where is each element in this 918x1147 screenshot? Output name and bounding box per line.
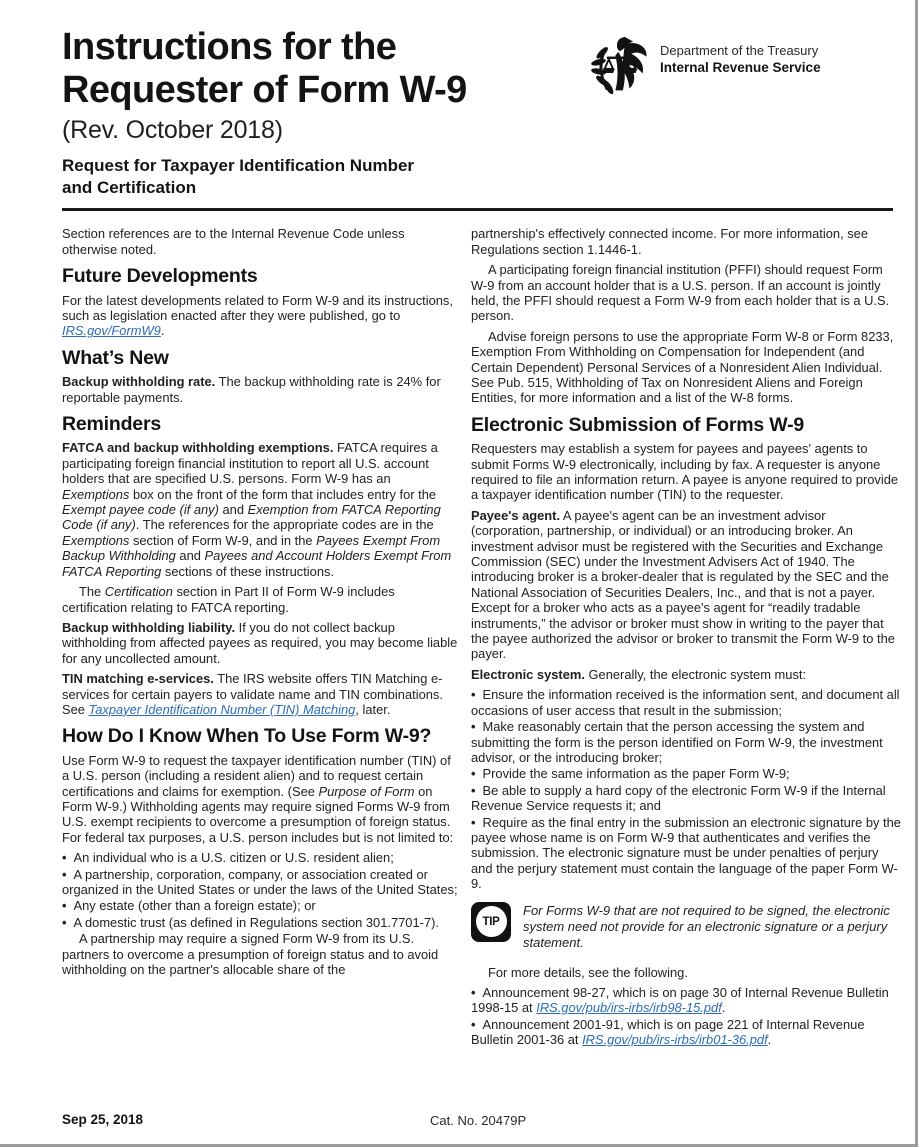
title-block [62, 26, 467, 199]
text-run: Section references are to the Internal Revenue Code unless otherwise noted. [62, 226, 405, 257]
text-run: The [79, 584, 105, 600]
page-title-line2: Requester of Form W-9 [62, 68, 467, 111]
list-item [471, 1017, 901, 1048]
text-run: Exempt payee code (if any) [62, 502, 219, 518]
agency-text [660, 43, 821, 75]
paragraph [62, 440, 458, 579]
agency-block [591, 34, 891, 96]
list-item [471, 815, 901, 892]
bullet-icon: • [471, 782, 476, 798]
inline-link[interactable]: IRS.gov/FormW9 [62, 323, 161, 339]
text-run: and [218, 502, 248, 518]
list-item [471, 985, 901, 1016]
list-item [471, 687, 901, 718]
paragraph [62, 226, 458, 257]
paragraph [471, 226, 901, 257]
right-column [471, 226, 901, 1048]
text-run: Announcement 98-27, which is on page 30 of Internal Revenue Bulletin 1998-15 at [471, 984, 889, 1016]
text-run: Announcement 2001-91, which is on page 221 of Internal Revenue Bulletin 2001-36 at [471, 1016, 865, 1048]
text-run: Provide the same information as the paper Form W-9; [482, 766, 790, 782]
paragraph [471, 667, 901, 682]
list-item [62, 915, 458, 930]
text-run: box on the front of the form that includes entry for the [129, 486, 437, 502]
text-run: Generally, the electronic system must: [584, 666, 807, 682]
paragraph [62, 374, 458, 405]
revision-date: (Rev. October 2018) [62, 116, 283, 145]
list-item [62, 867, 458, 898]
paragraph [471, 329, 901, 406]
text-run: Certification [104, 584, 173, 600]
section-heading: Reminders [62, 413, 161, 435]
form-subtitle-line1: Request for Taxpayer Identification Number [62, 156, 415, 176]
bullet-icon: • [62, 850, 67, 866]
section-heading: Future Developments [62, 265, 258, 288]
text-run: Requesters may establish a system for payees and payees' agents to submit Forms W-9 electronically, including by fax. A requester is anyone required to file an information return. A payee is anyone required to provide a taxpayer identification number (TIN) to the requester. [471, 441, 899, 503]
list-item [62, 898, 458, 913]
text-run: Purpose of Form [318, 783, 415, 799]
irs-eagle-logo-icon [591, 34, 651, 96]
text-run: . [721, 1000, 726, 1016]
form-subtitle [62, 155, 467, 199]
list-item [62, 850, 458, 865]
bullet-icon: • [471, 687, 476, 703]
list-item [471, 766, 901, 781]
text-run: section of Form W-9, and in the [129, 532, 317, 548]
paragraph [62, 293, 458, 339]
paragraph [62, 620, 458, 666]
paragraph [471, 262, 901, 324]
text-run: TIN matching e-services. [62, 671, 214, 687]
footer-date: Sep 25, 2018 [62, 1112, 144, 1127]
paragraph [62, 671, 458, 717]
text-run: A partnership may require a signed Form W-9 from its U.S. partners to overcome a presumption of foreign status and to avoid withholding on the partner's allocable share of the [62, 931, 439, 978]
bullet-icon: • [471, 766, 476, 782]
paragraph [471, 441, 901, 503]
form-subtitle-line2: and Certification [62, 178, 197, 198]
text-run: Exemptions [62, 486, 130, 502]
left-column [62, 226, 458, 982]
bullet-icon: • [62, 898, 67, 914]
text-run: section in Part II of Form W-9 includes certification relating to FATCA reporting. [62, 584, 395, 615]
paragraph [471, 508, 901, 662]
section-heading: Electronic Submission of Forms W-9 [471, 413, 805, 436]
document-body [0, 211, 915, 1048]
bullet-icon: • [62, 914, 67, 930]
inline-link[interactable]: IRS.gov/pub/irs-irbs/irb98-15.pdf [536, 1000, 722, 1016]
text-run: Use Form W-9 to request the taxpayer identification number (TIN) of a U.S. person (including a resident alien) and to request certain certifications and claims for exemption. (See [62, 752, 451, 799]
text-run: Payee's agent. [471, 507, 561, 523]
bullet-icon: • [62, 866, 67, 882]
text-run: Ensure the information received is the information sent, and document all occasions of user access that result in the submission; [471, 687, 900, 718]
bullet-icon: • [471, 814, 476, 830]
tip-callout [471, 902, 901, 951]
tip-icon [471, 902, 511, 942]
paragraph [62, 753, 458, 845]
text-run: Any estate (other than a foreign estate); or [73, 898, 316, 914]
text-run: sections of these instructions. [161, 563, 335, 579]
text-run: Exemptions [62, 532, 130, 548]
text-run: , later. [355, 701, 391, 717]
text-run: on Form W-9.) Withholding agents may require signed Forms W-9 from U.S. exempt recipients to overcome a presumption of foreign status. For federal tax purposes, a U.S. person includes but is not limited to: [62, 783, 454, 845]
text-run: A participating foreign financial institution (PFFI) should request Form W-9 from an account holder that is a U.S. person. If an account is jointly held, the PFFI should request a Form W-9 from each holder that is a U.S. person. [471, 262, 890, 324]
text-run: Backup withholding liability. [62, 619, 236, 635]
paragraph [471, 965, 901, 980]
tip-icon-label: TIP [476, 906, 507, 937]
text-run: Make reasonably certain that the person accessing the system and submitting the form is the person identified on Form W-9, the investment advisor, or the introducing broker; [471, 719, 883, 765]
text-run: Exemption from FATCA Reporting Code (if any) [62, 502, 441, 533]
page-title-line1: Instructions for the [62, 26, 397, 68]
paragraph [62, 931, 458, 977]
tip-text [523, 902, 901, 951]
agency-service: Internal Revenue Service [660, 60, 821, 75]
text-run: If you do not collect backup withholding from affected payees as required, you may become liable for any uncollected amount. [62, 619, 458, 666]
bullet-icon: • [471, 1016, 476, 1032]
text-run: For more details, see the following. [488, 964, 688, 980]
text-run: Advise foreign persons to use the appropriate Form W-8 or Form 8233, Exemption From Withholding on Compensation for Independent (and Certain Dependent) Personal Services of a Nonresident Alien Individual. See Pub. 515, Withholding of Tax on Nonresident Aliens and Foreign Entities, for more information and a list of the W-8 forms. [471, 328, 894, 406]
inline-link[interactable]: IRS.gov/pub/irs-irbs/irb01-36.pdf [582, 1032, 768, 1048]
text-run: and [175, 548, 205, 564]
paragraph [62, 584, 458, 615]
text-run: Payees and Account Holders Exempt From FATCA Reporting [62, 548, 452, 579]
text-run: Payees Exempt From Backup Withholding [62, 532, 441, 564]
text-run: . [160, 323, 165, 339]
list-item [471, 719, 901, 765]
text-run: Require as the final entry in the submission an electronic signature by the payee whose name is on Form W-9 that authenticates and verifies the submission. The electronic signature must be under penalties of perjury and the perjury statement must contain the language of the paper Form W-9. [471, 814, 901, 892]
text-run: partnership's effectively connected income. For more information, see Regulations section 1.1446-1. [471, 226, 869, 257]
text-run: For the latest developments related to Form W-9 and its instructions, such as legislation enacted after they were published, go to [62, 292, 453, 323]
text-run: The IRS website offers TIN Matching e-services for certain payers to validate name and TIN combinations. See [62, 671, 443, 717]
text-run: . The references for the appropriate codes are in the [135, 517, 434, 533]
bullet-icon: • [471, 719, 476, 735]
text-run: The backup withholding rate is 24% for reportable payments. [62, 374, 441, 405]
page-title [62, 26, 467, 111]
list-item [471, 783, 901, 814]
text-run: A payee's agent can be an investment advisor (corporation, partnership, or individual) or an introducing broker. An investment advisor must be registered with the Securities and Exchange Commission (SEC) under the Investment Advisers Act of 1940. The introducing broker is a broker-dealer that is regulated by the SEC and the National Association of Securities Dealers, Inc., and that is not a payer. Except for a broker who acts as a payee's agent for “readily tradable instruments,” the advisor or broker must show in writing to the payer that the payee authorized the advisor or broker to transmit the Form W-9 to the payer. [471, 507, 895, 662]
section-heading: What’s New [62, 346, 169, 369]
text-run: FATCA requires a participating foreign financial institution to report all U.S. account holders that are specified U.S. persons. Form W-9 has an [62, 440, 438, 487]
text-run: FATCA and backup withholding exemptions. [62, 440, 334, 456]
bullet-icon: • [471, 984, 476, 1000]
text-run: Electronic system. [471, 666, 585, 682]
document-header [0, 0, 915, 199]
inline-link[interactable]: Taxpayer Identification Number (TIN) Matching [88, 701, 356, 717]
text-run: An individual who is a U.S. citizen or U.S. resident alien; [73, 850, 394, 866]
agency-department: Department of the Treasury [660, 43, 819, 58]
text-run: A partnership, corporation, company, or association created or organized in the United States or under the laws of the United States; [62, 866, 458, 898]
text-run: Backup withholding rate. [62, 374, 216, 390]
text-run: Be able to supply a hard copy of the electronic Form W-9 if the Internal Revenue Service requests it; and [471, 782, 886, 814]
text-run: . [767, 1032, 772, 1048]
text-run: For Forms W-9 that are not required to be signed, the electronic system need not provide for an electronic signature or a perjury statement. [523, 902, 890, 950]
text-run: A domestic trust (as defined in Regulations section 301.7701-7). [73, 914, 439, 930]
section-heading: How Do I Know When To Use Form W-9? [62, 725, 432, 748]
footer-catalog-number: Cat. No. 20479P [430, 1113, 527, 1128]
